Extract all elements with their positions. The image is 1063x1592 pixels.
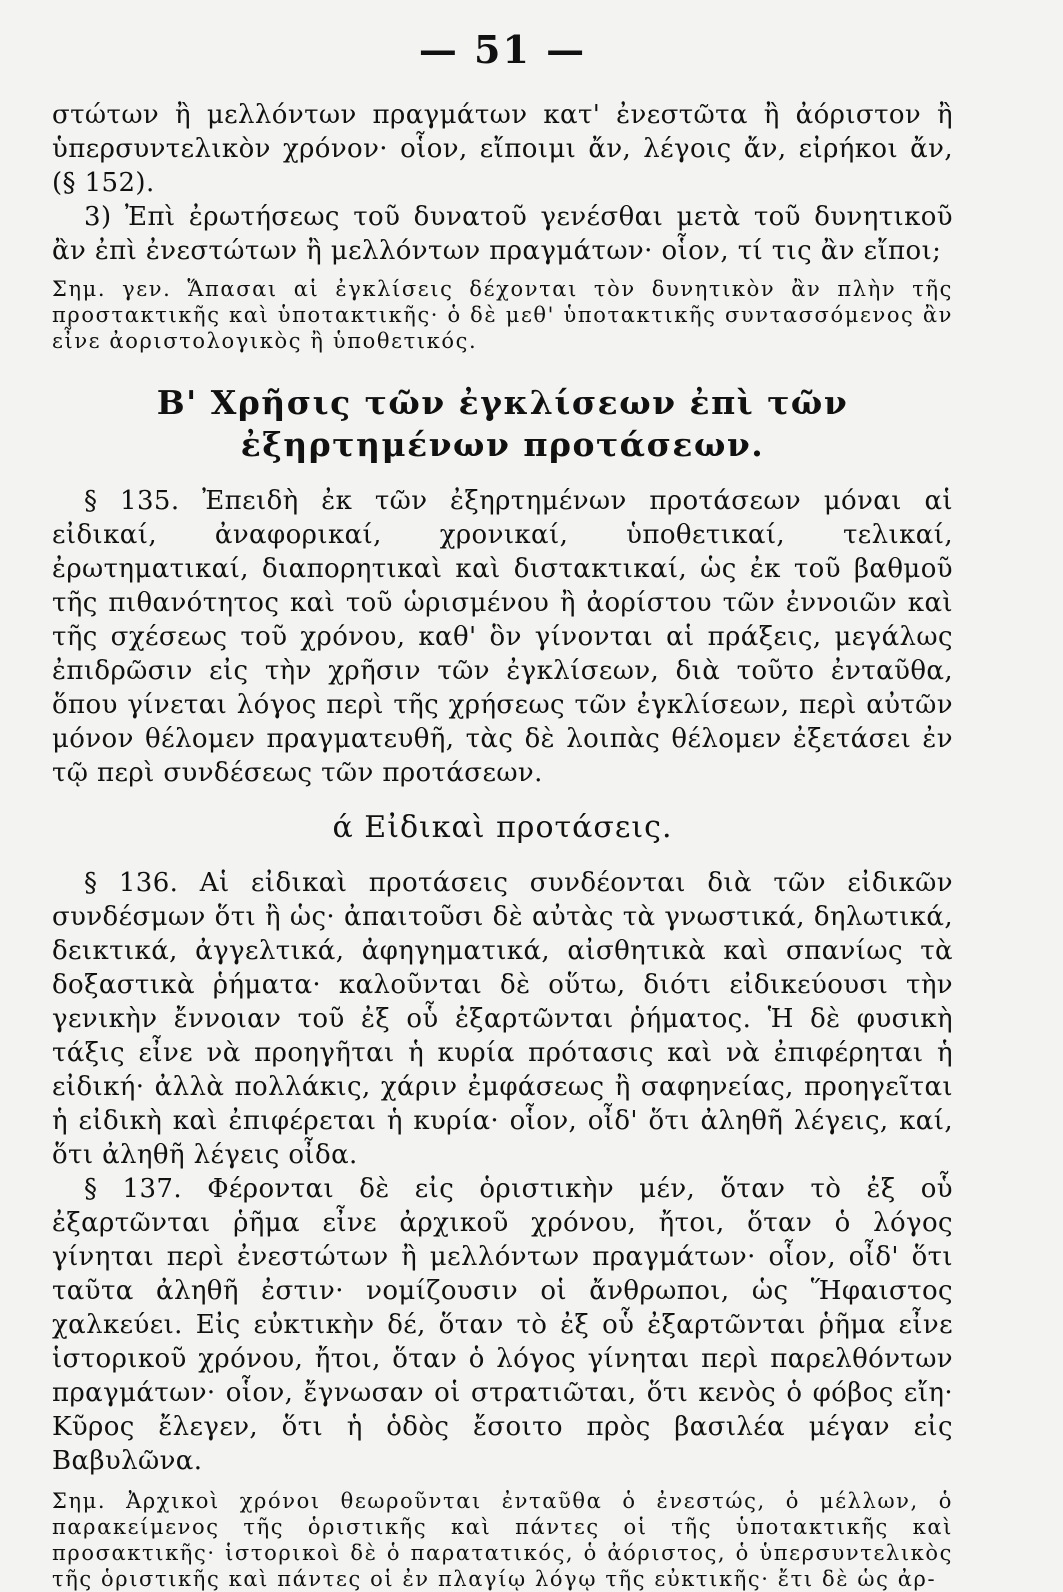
paragraph-136: § 136. Αἱ εἰδικαὶ προτάσεις συνδέονται διὰ τῶν εἰδικῶν συνδέσμων ὅτι ἢ ὡς· ἀπαιτοῦσι δὲ αὐτὰς τὰ γνωστικά, δηλωτικά, δεικτικά, ἀγγελτικά, ἀφηγηματικά, αἰσθητικὰ καὶ σπανίως τὰ δοξαστικὰ ῥήματα· καλοῦνται δὲ οὕτω, διότι εἰδικεύουσι τὴν γενικὴν ἔννοιαν τοῦ ἐξ οὗ ἐξαρτῶνται ῥήματος. Ἡ δὲ φυσικὴ τάξις εἶνε νὰ προηγῆται ἡ κυρία πρότασις καὶ νὰ ἐπιφέρηται ἡ εἰδική· ἀλλὰ πολλάκις, χάριν ἐμφάσεως ἢ σαφηνείας, προηγεῖται ἡ εἰδικὴ καὶ ἐπιφέρεται ἡ κυρία· οἷον, οἶδ' ὅτι ἀληθῆ λέγεις, καί, ὅτι ἀληθῆ λέγεις οἶδα.: [52, 868, 953, 1170]
section-heading-line-2: ἐξηρτημένων προτάσεων.: [240, 425, 765, 464]
paragraph-rule-3: 3) Ἐπὶ ἐρωτήσεως τοῦ δυνατοῦ γενέσθαι μετὰ τοῦ δυνητικοῦ ἂν ἐπὶ ἐνεστώτων ἢ μελλόντων πραγμάτων· οἷον, τί τις ἂν εἴποι;: [52, 202, 953, 266]
note-tenses-text: Σημ. Ἀρχικοὶ χρόνοι θεωροῦνται ἐνταῦθα ὁ ἐνεστώς, ὁ μέλλων, ὁ παρακείμενος τῆς ὁριστικῆς καὶ πάντες οἱ τῆς ὑποτακτικῆς καὶ προσακτικῆς· ἱστορικοὶ δὲ ὁ παρατατικός, ὁ ἀόριστος, ὁ ὑπερσυντελικὸς τῆς ὁριστικῆς καὶ πάντες οἱ ἐν πλαγίῳ λόγῳ τῆς εὐκτικῆς· ἔτι δὲ ὡς ἀρ-: [52, 1489, 953, 1591]
paragraph-137: § 137. Φέρονται δὲ εἰς ὁριστικὴν μέν, ὅταν τὸ ἐξ οὗ ἐξαρτῶνται ῥῆμα εἶνε ἀρχικοῦ χρόνου, ἤτοι, ὅταν ὁ λόγος γίνηται περὶ ἐνεστώτων ἢ μελλόντων πραγμάτων· οἷον, οἶδ' ὅτι ταῦτα ἀληθῆ ἐστιν· νομίζουσιν οἱ ἄνθρωποι, ὡς Ἥφαιστος χαλκεύει. Εἰς εὐκτικὴν δέ, ὅταν τὸ ἐξ οὗ ἐξαρτῶνται ῥῆμα εἶνε ἱστορικοῦ χρόνου, ἤτοι, ὅταν ὁ λόγος γίνηται περὶ παρελθόντων πραγμάτων· οἷον, ἔγνωσαν οἱ στρατιῶται, ὅτι κενὸς ὁ φόβος εἴη· Κῦρος ἔλεγεν, ὅτι ἡ ὁδὸς ἔσοιτο πρὸς βασιλέα μέγαν εἰς Βαβυλῶνα.: [52, 1174, 953, 1476]
section-heading: [52, 382, 953, 466]
note-tenses: [52, 1488, 953, 1592]
subheading-specific-clauses: ά Εἰδικαὶ προτάσεις.: [332, 810, 673, 845]
paragraph-135: § 135. Ἐπειδὴ ἐκ τῶν ἐξηρτημένων προτάσεων μόναι αἱ εἰδικαί, ἀναφορικαί, χρονικαί, ὑποθετικαί, τελικαί, ἐρωτηματικαί, διαπορητικαὶ καὶ διστακτικαί, ὡς ἐκ τοῦ βαθμοῦ τῆς πιθανότητος καὶ τοῦ ὡρισμένου ἢ ἀορίστου τῶν ἐννοιῶν καὶ τῆς σχέσεως τοῦ χρόνου, καθ' ὃν γίνονται αἱ πράξεις, μεγάλως ἐπιδρῶσιν εἰς τὴν χρῆσιν τῶν ἐγκλίσεων, διὰ τοῦτο ἐνταῦθα, ὅπου γίνεται λόγος περὶ τῆς χρήσεως τῶν ἐγκλίσεων, περὶ αὐτῶν μόνον θέλομεν πραγματευθῆ, τὰς δὲ λοιπὰς θέλομεν ἐξετάσει ἐν τῷ περὶ συνδέσεως τῶν προτάσεων.: [52, 486, 953, 788]
note-text: Σημ. γεν. Ἅπασαι αἱ ἐγκλίσεις δέχονται τὸν δυνητικὸν ἂν πλὴν τῆς προστακτικῆς καὶ ὑποτακτικῆς· ὁ δὲ μεθ' ὑποτακτικῆς συντασσόμενος ἂν εἶνε ἀοριστολογικὸς ἢ ὑποθετικός.: [52, 277, 953, 353]
general-note: [52, 276, 953, 354]
section-heading-line-1: Β' Χρῆσις τῶν ἐγκλίσεων ἐπὶ τῶν: [156, 383, 849, 422]
paragraph-continuation: στώτων ἢ μελλόντων πραγμάτων κατ' ἐνεστῶτα ἢ ἀόριστον ἢ ὑπερσυντελικὸν χρόνον· οἷον, εἴποιμι ἄν, λέγοις ἄν, εἰρήκοι ἄν, (§ 152).: [52, 100, 953, 198]
page-number: — 51 —: [418, 27, 587, 72]
